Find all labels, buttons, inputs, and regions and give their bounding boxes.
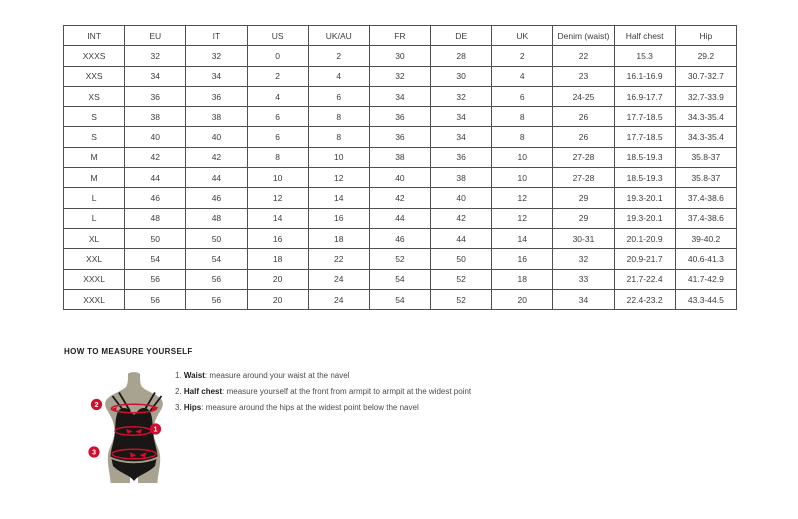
table-cell: 12 [492,188,553,208]
column-header: IT [186,26,247,46]
table-cell: 56 [186,269,247,289]
table-cell: 10 [492,168,553,188]
table-cell: 46 [369,228,430,248]
table-cell: 35.8-37 [675,168,736,188]
table-cell: 22.4-23.2 [614,289,675,309]
table-cell: 30-31 [553,228,614,248]
table-cell: M [64,168,125,188]
table-cell: 29 [553,188,614,208]
badge-half-chest [91,399,102,410]
table-row [64,147,737,167]
table-cell: 20 [492,289,553,309]
table-cell: 8 [247,147,308,167]
table-cell: 0 [247,46,308,66]
table-row [64,127,737,147]
table-cell: 16 [308,208,369,228]
table-cell: 6 [247,127,308,147]
table-cell: 42 [125,147,186,167]
column-header: Hip [675,26,736,46]
table-cell: 2 [247,66,308,86]
table-cell: 36 [431,147,492,167]
table-row [64,188,737,208]
table-cell: 48 [125,208,186,228]
table-cell: 36 [369,127,430,147]
table-cell: 46 [186,188,247,208]
table-cell: 20.9-21.7 [614,249,675,269]
table-cell: 16 [247,228,308,248]
badge-hips [88,446,99,457]
table-cell: 36 [186,86,247,106]
table-cell: 4 [492,66,553,86]
table-cell: 19.3-20.1 [614,188,675,208]
table-cell: 42 [369,188,430,208]
column-header: INT [64,26,125,46]
table-cell: 39-40.2 [675,228,736,248]
table-cell: 40 [125,127,186,147]
table-cell: 32 [125,46,186,66]
step-label: Waist [183,371,205,380]
column-header: Denim (waist) [553,26,614,46]
table-cell: 4 [247,86,308,106]
table-cell: 40 [369,168,430,188]
step-number: 3. [175,403,184,412]
table-cell: 56 [125,289,186,309]
table-cell: 10 [308,147,369,167]
table-cell: XL [64,228,125,248]
table-cell: 34 [553,289,614,309]
table-row [64,86,737,106]
table-row [64,66,737,86]
table-cell: 15.3 [614,46,675,66]
measure-steps [175,371,471,419]
table-cell: 24 [308,289,369,309]
step-label: Half chest [183,387,223,396]
table-cell: L [64,188,125,208]
table-cell: L [64,208,125,228]
table-cell: 54 [186,249,247,269]
table-cell: S [64,107,125,127]
table-cell: 42 [186,147,247,167]
table-cell: 4 [308,66,369,86]
table-row [64,269,737,289]
table-cell: 2 [492,46,553,66]
table-cell: 26 [553,107,614,127]
table-cell: 36 [369,107,430,127]
table-cell: 34.3-35.4 [675,107,736,127]
table-cell: 16.9-17.7 [614,86,675,106]
table-cell: 38 [369,147,430,167]
size-chart-header-row [64,26,737,46]
table-cell: 18 [308,228,369,248]
table-cell: 38 [125,107,186,127]
table-cell: S [64,127,125,147]
table-cell: 54 [369,269,430,289]
table-cell: 12 [247,188,308,208]
table-cell: 40 [431,188,492,208]
table-cell: 16 [492,249,553,269]
table-cell: 10 [247,168,308,188]
table-cell: 23 [553,66,614,86]
table-cell: 56 [125,269,186,289]
table-row [64,249,737,269]
step-text: : measure yourself at the front from armpit to armpit at the widest point [222,387,472,396]
table-cell: 24 [308,269,369,289]
table-cell: 52 [431,269,492,289]
table-cell: 18 [247,249,308,269]
table-row [64,46,737,66]
table-cell: 8 [308,127,369,147]
column-header: EU [125,26,186,46]
table-cell: XXXL [64,289,125,309]
table-cell: M [64,147,125,167]
measure-step [175,403,471,413]
column-header: US [247,26,308,46]
table-cell: 14 [492,228,553,248]
table-cell: 17.7-18.5 [614,107,675,127]
table-cell: 6 [308,86,369,106]
column-header: DE [431,26,492,46]
table-cell: 24-25 [553,86,614,106]
table-cell: XXS [64,66,125,86]
badge-waist [150,423,161,434]
table-cell: 42 [431,208,492,228]
column-header: FR [369,26,430,46]
table-cell: 33 [553,269,614,289]
table-cell: 20.1-20.9 [614,228,675,248]
step-text: : measure around your waist at the navel [204,371,350,380]
table-cell: 32 [553,249,614,269]
table-cell: 34 [125,66,186,86]
table-cell: 46 [125,188,186,208]
table-cell: 44 [186,168,247,188]
table-cell: 18 [492,269,553,289]
table-cell: 22 [553,46,614,66]
table-cell: 2 [308,46,369,66]
table-cell: 12 [492,208,553,228]
table-cell: 8 [492,107,553,127]
table-cell: 28 [431,46,492,66]
table-cell: 32 [186,46,247,66]
table-row [64,168,737,188]
table-cell: 43.3-44.5 [675,289,736,309]
table-cell: 20 [247,289,308,309]
table-cell: 29 [553,208,614,228]
table-cell: 19.3-20.1 [614,208,675,228]
table-cell: 14 [247,208,308,228]
step-label: Hips [183,403,202,412]
step-number: 2. [175,387,184,396]
table-cell: 35.8-37 [675,147,736,167]
table-cell: 21.7-22.4 [614,269,675,289]
table-cell: 34 [431,127,492,147]
table-cell: XXL [64,249,125,269]
table-cell: 32.7-33.9 [675,86,736,106]
table-cell: 52 [431,289,492,309]
table-cell: 36 [125,86,186,106]
measure-step [175,387,471,397]
table-cell: 30.7-32.7 [675,66,736,86]
table-cell: 26 [553,127,614,147]
table-cell: 40 [186,127,247,147]
badge-3-number: 3 [92,447,96,457]
table-cell: 44 [431,228,492,248]
measure-step [175,371,471,381]
table-cell: 38 [186,107,247,127]
table-cell: 50 [125,228,186,248]
table-cell: 37.4-38.6 [675,208,736,228]
table-row [64,289,737,309]
column-header: Half chest [614,26,675,46]
step-text: : measure around the hips at the widest point below the navel [201,403,419,412]
size-chart-body [64,46,737,310]
step-number: 1. [175,371,184,380]
table-cell: 18.5-19.3 [614,147,675,167]
table-row [64,208,737,228]
table-cell: XXXS [64,46,125,66]
table-cell: 29.2 [675,46,736,66]
table-cell: 6 [492,86,553,106]
table-cell: 14 [308,188,369,208]
table-cell: 16.1-16.9 [614,66,675,86]
table-cell: 34 [186,66,247,86]
table-row [64,228,737,248]
table-cell: 8 [492,127,553,147]
table-cell: 41.7-42.9 [675,269,736,289]
table-cell: 34 [431,107,492,127]
table-cell: 32 [431,86,492,106]
table-cell: 6 [247,107,308,127]
badge-1-number: 1 [153,424,158,434]
table-cell: 52 [369,249,430,269]
table-cell: XS [64,86,125,106]
table-cell: 50 [186,228,247,248]
table-cell: 50 [431,249,492,269]
table-cell: 17.7-18.5 [614,127,675,147]
table-cell: 54 [369,289,430,309]
table-cell: 12 [308,168,369,188]
table-cell: 44 [125,168,186,188]
column-header: UK [492,26,553,46]
table-cell: 27-28 [553,168,614,188]
size-chart-table [63,25,737,310]
table-cell: 32 [369,66,430,86]
table-cell: XXXL [64,269,125,289]
table-cell: 34 [369,86,430,106]
table-cell: 56 [186,289,247,309]
badge-2-number: 2 [94,400,99,409]
table-cell: 27-28 [553,147,614,167]
table-row [64,107,737,127]
table-cell: 30 [431,66,492,86]
table-cell: 48 [186,208,247,228]
how-to-measure-title: HOW TO MEASURE YOURSELF [64,347,193,356]
table-cell: 38 [431,168,492,188]
table-cell: 22 [308,249,369,269]
table-cell: 30 [369,46,430,66]
table-cell: 40.6-41.3 [675,249,736,269]
table-cell: 44 [369,208,430,228]
table-cell: 8 [308,107,369,127]
table-cell: 10 [492,147,553,167]
table-cell: 18.5-19.3 [614,168,675,188]
table-cell: 20 [247,269,308,289]
table-cell: 34.3-35.4 [675,127,736,147]
column-header: UK/AU [308,26,369,46]
table-cell: 37.4-38.6 [675,188,736,208]
table-cell: 54 [125,249,186,269]
